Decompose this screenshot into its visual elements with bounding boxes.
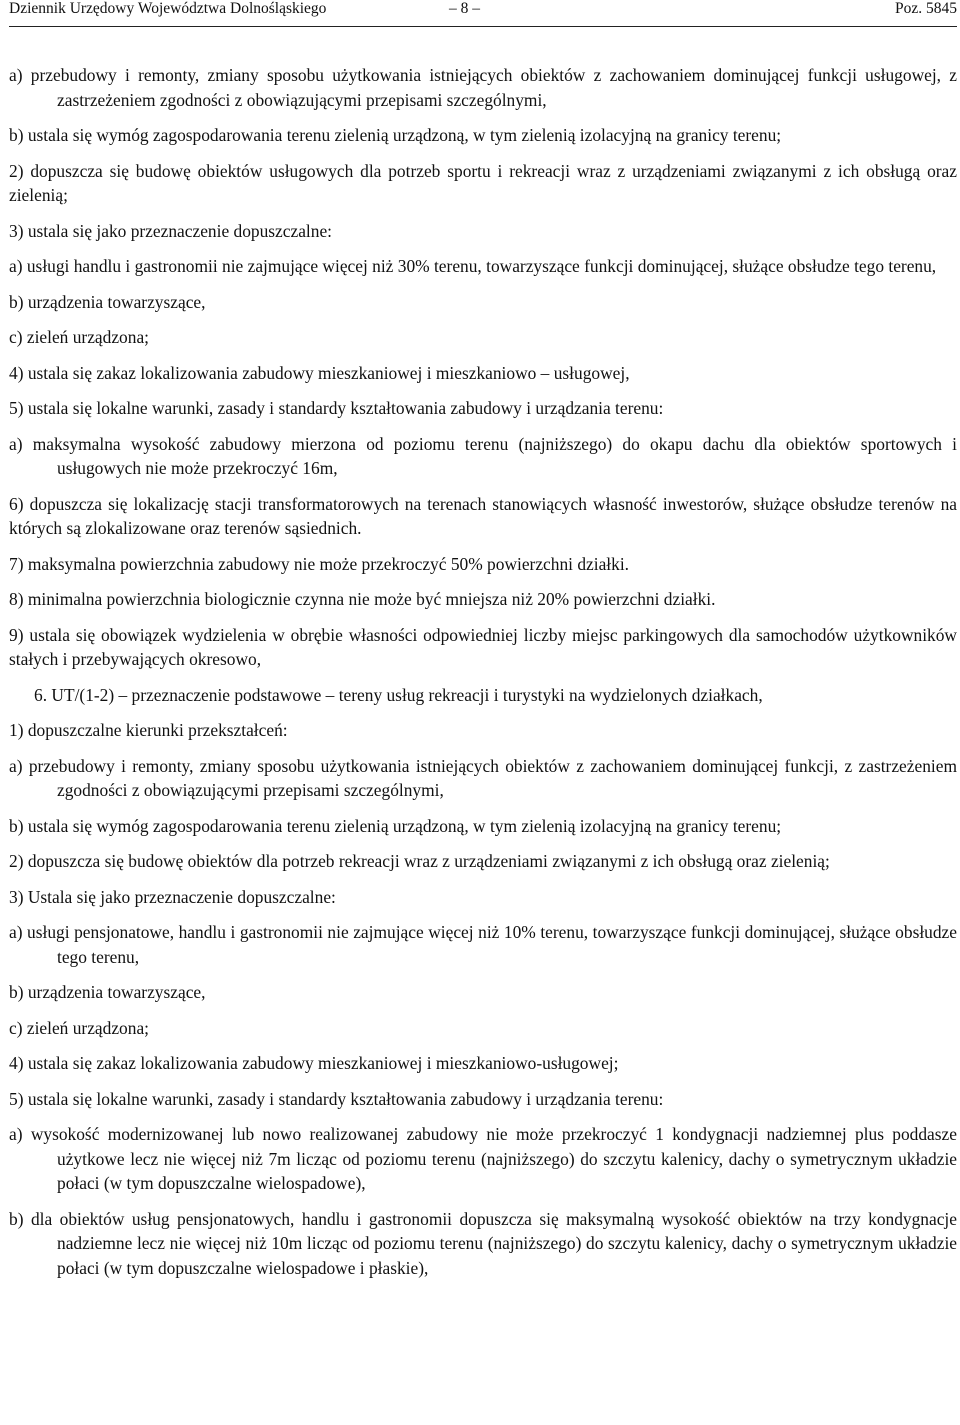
position-number: Poz. 5845 bbox=[895, 0, 957, 17]
paragraph: 3) Ustala się jako przeznaczenie dopuszczalne: bbox=[9, 886, 336, 907]
document-body bbox=[9, 63, 957, 1280]
paragraph: 5) ustala się lokalne warunki, zasady i standardy kształtowania zabudowy i urządzania terenu: bbox=[9, 1088, 664, 1109]
paragraph: 6) dopuszcza się lokalizację stacji transformatorowych na terenach stanowiących własność inwestorów, służące obsłudze terenów na których są zlokalizowane oraz terenów sąsiednich. bbox=[9, 493, 957, 538]
paragraph: b) ustala się wymóg zagospodarowania terenu zielenią urządzoną, w tym zielenią izolacyjną na granicy terenu; bbox=[9, 125, 782, 145]
paragraph: 6. UT/(1-2) – przeznaczenie podstawowe – tereny usług rekreacji i turystyki na wydzielonych działkach, bbox=[34, 684, 763, 705]
paragraph: 2) dopuszcza się budowę obiektów dla potrzeb rekreacji wraz z urządzeniami związanymi z ich obsługą oraz zielenią; bbox=[9, 851, 830, 871]
paragraph: a) usługi pensjonatowe, handlu i gastronomii nie zajmujące więcej niż 10% terenu, towarzyszące funkcji dominującej, służące obsłudze tego terenu, bbox=[9, 922, 957, 967]
paragraph: 1) dopuszczalne kierunki przekształceń: bbox=[9, 720, 288, 740]
paragraph: a) przebudowy i remonty, zmiany sposobu użytkowania istniejących obiektów z zachowaniem dominującej funkcji, z zastrzeżeniem zgodności z obowiązującymi przepisami szczególnymi, bbox=[9, 755, 957, 800]
paragraph: 2) dopuszcza się budowę obiektów usługowych dla potrzeb sportu i rekreacji wraz z urządzeniami związanymi z ich obsługą oraz zielenią; bbox=[9, 160, 957, 205]
paragraph: b) urządzenia towarzyszące, bbox=[9, 982, 206, 1002]
paragraph: a) maksymalna wysokość zabudowy mierzona od poziomu terenu (najniższego) do okapu dachu dla obiektów sportowych i usługowych nie może przekroczyć 16m, bbox=[9, 433, 957, 478]
paragraph: 4) ustala się zakaz lokalizowania zabudowy mieszkaniowej i mieszkaniowo – usługowej, bbox=[9, 362, 630, 383]
paragraph: a) wysokość modernizowanej lub nowo realizowanej zabudowy nie może przekroczyć 1 kondygnacji nadziemnej plus poddasze użytkowe lecz nie więcej niż 7m licząc od poziomu terenu (najniższego) do szczytu kalenicy, dachy o symetrycznym układzie połaci (w tym dopuszczalne wielospadowe), bbox=[9, 1124, 957, 1193]
paragraph: a) usługi handlu i gastronomii nie zajmujące więcej niż 30% terenu, towarzyszące funkcji dominującej, służące obsłudze tego terenu, bbox=[9, 256, 937, 276]
page-header bbox=[9, 0, 957, 27]
paragraph: 4) ustala się zakaz lokalizowania zabudowy mieszkaniowej i mieszkaniowo-usługowej; bbox=[9, 1053, 619, 1073]
paragraph: 3) ustala się jako przeznaczenie dopuszczalne: bbox=[9, 220, 333, 241]
page-number: – 8 – bbox=[449, 0, 480, 17]
paragraph: 9) ustala się obowiązek wydzielenia w obrębie własności odpowiedniej liczby miejsc parkingowych dla samochodów użytkowników stałych i przebywających okresowo, bbox=[9, 624, 957, 669]
paragraph: c) zieleń urządzona; bbox=[9, 1017, 149, 1038]
paragraph: 7) maksymalna powierzchnia zabudowy nie może przekroczyć 50% powierzchni działki. bbox=[9, 553, 630, 574]
paragraph: b) ustala się wymóg zagospodarowania terenu zielenią urządzoną, w tym zielenią izolacyjną na granicy terenu; bbox=[9, 815, 782, 836]
paragraph: 8) minimalna powierzchnia biologicznie czynna nie może być mniejsza niż 20% powierzchni działki. bbox=[9, 589, 716, 609]
paragraph: b) dla obiektów usług pensjonatowych, handlu i gastronomii dopuszcza się maksymalną wysokość obiektów na trzy kondygnacje nadziemne lecz nie więcej niż 10m licząc od poziomu terenu (najniższego) do szczytu kalenicy, dachy o symetrycznym układzie połaci (w tym dopuszczalne wielospadowe i płaskie), bbox=[9, 1208, 957, 1278]
paragraph: c) zieleń urządzona; bbox=[9, 327, 149, 347]
paragraph: b) urządzenia towarzyszące, bbox=[9, 291, 206, 312]
paragraph: a) przebudowy i remonty, zmiany sposobu użytkowania istniejących obiektów z zachowaniem dominującej funkcji usługowej, z zastrzeżeniem zgodności z obowiązującymi przepisami szczególnymi, bbox=[9, 65, 957, 110]
paragraph: 5) ustala się lokalne warunki, zasady i standardy kształtowania zabudowy i urządzania terenu: bbox=[9, 398, 664, 418]
journal-title: Dziennik Urzędowy Województwa Dolnośląskiego bbox=[9, 0, 327, 17]
